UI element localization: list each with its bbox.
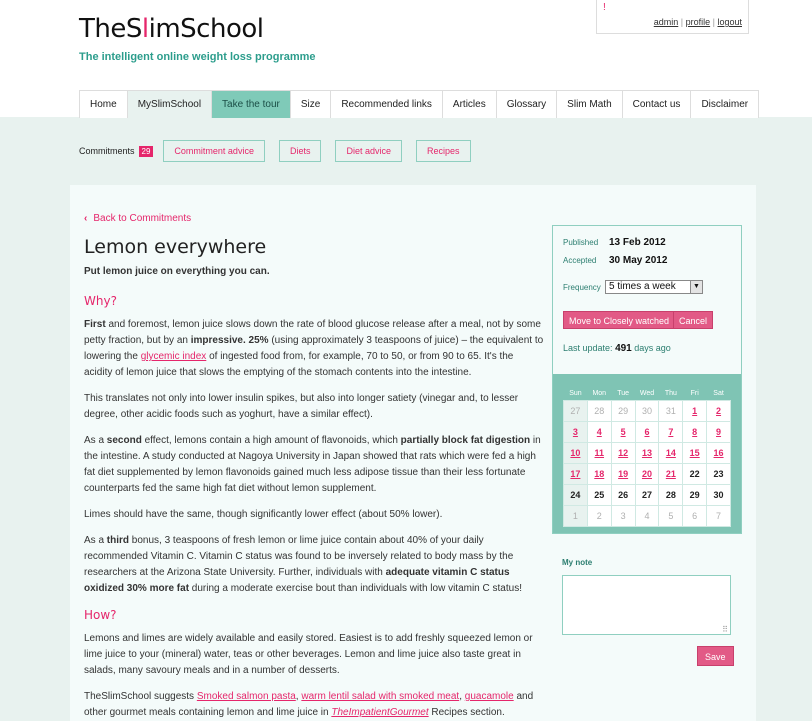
profile-link[interactable]: profile <box>685 17 711 27</box>
calendar-day[interactable]: 12 <box>611 442 635 463</box>
why-heading: Why? <box>84 294 117 308</box>
published-row: Published 13 Feb 2012 <box>563 237 666 248</box>
resize-grip-icon[interactable]: ⠿ <box>722 625 728 634</box>
paragraph-3: As a second effect, lemons contain a high amount of flavonoids, which partially block fat digestion in the intestine. A study conducted at Nagoya University in Japan showed that rats which were fed a high fat diet supplemented by lemon flavonoids gained much less adipose tissue than their less fortunate counterparts fed the same high fat diet without lemon supplement. <box>84 435 541 494</box>
calendar-day[interactable]: 17 <box>564 463 588 484</box>
calendar-day[interactable]: 3 <box>564 421 588 442</box>
how-heading: How? <box>84 608 117 622</box>
calendar-day: 29 <box>683 484 707 505</box>
calendar-day: 6 <box>683 505 707 526</box>
calendar-day: 30 <box>707 484 731 505</box>
main-nav <box>79 90 759 118</box>
glycemic-index-link[interactable]: glycemic index <box>140 351 207 362</box>
save-button[interactable]: Save <box>697 646 734 666</box>
calendar-day[interactable]: 20 <box>635 463 659 484</box>
site-logo[interactable]: TheSlimSchool <box>79 14 264 44</box>
recipes-button[interactable]: Recipes <box>416 140 471 162</box>
paragraph-5: As a third bonus, 3 teaspoons of fresh lemon or lime juice contain about 40% of your daily recommended Vitamin C. Vitamin C status was found to be inversely related to body mass by the researchers at the Arizona State University. Further, individuals with adequate vitamin C status oxidized 30% more fat during a moderate exercise bout than individuals with low vitamin C status! <box>84 535 522 594</box>
commitment-advice-button[interactable]: Commitment advice <box>163 140 265 162</box>
last-update: Last update: 491 days ago <box>563 343 671 354</box>
calendar-grid <box>563 388 731 527</box>
frequency-label: Frequency <box>563 283 601 292</box>
nav-recommended-links[interactable]: Recommended links <box>331 90 443 118</box>
calendar-day[interactable]: 16 <box>707 442 731 463</box>
note-textarea[interactable] <box>562 575 731 635</box>
calendar-day[interactable]: 13 <box>635 442 659 463</box>
accepted-row: Accepted 30 May 2012 <box>563 255 668 266</box>
calendar-day[interactable]: 1 <box>683 400 707 421</box>
calendar-week <box>564 505 731 526</box>
calendar-day: 1 <box>564 505 588 526</box>
calendar-day: 29 <box>611 400 635 421</box>
calendar-day: 27 <box>564 400 588 421</box>
calendar-weekday: Thu <box>659 388 683 400</box>
calendar-day: 24 <box>564 484 588 505</box>
calendar-day[interactable]: 2 <box>707 400 731 421</box>
calendar-day: 31 <box>659 400 683 421</box>
calendar-day: 3 <box>611 505 635 526</box>
calendar-weekday: Fri <box>683 388 707 400</box>
calendar-day: 22 <box>683 463 707 484</box>
chevron-down-icon: ▼ <box>690 281 702 293</box>
nav-home[interactable]: Home <box>80 90 128 118</box>
note-label: My note <box>562 558 593 567</box>
back-link-label: Back to Commitments <box>93 213 192 224</box>
calendar-weekday: Wed <box>635 388 659 400</box>
calendar-day[interactable]: 9 <box>707 421 731 442</box>
calendar-day[interactable]: 11 <box>587 442 611 463</box>
chevron-left-icon: ‹ <box>84 213 88 224</box>
user-links: admin | profile | logout <box>653 17 742 27</box>
commitments-count-badge: 29 <box>139 146 154 157</box>
calendar-day[interactable]: 21 <box>659 463 683 484</box>
smoked-salmon-pasta-link[interactable]: Smoked salmon pasta <box>196 691 296 702</box>
nav-articles[interactable]: Articles <box>443 90 497 118</box>
cancel-button[interactable]: Cancel <box>673 311 713 329</box>
nav-glossary[interactable]: Glossary <box>497 90 557 118</box>
note-panel <box>552 545 742 675</box>
admin-link[interactable]: admin <box>653 17 679 27</box>
page-title: Lemon everywhere <box>84 236 267 258</box>
calendar-day[interactable]: 8 <box>683 421 707 442</box>
nav-myslimschool[interactable]: MySlimSchool <box>128 90 212 118</box>
user-box <box>596 0 749 34</box>
calendar-day: 26 <box>611 484 635 505</box>
calendar-day[interactable]: 19 <box>611 463 635 484</box>
page-subtitle: Put lemon juice on everything you can. <box>84 266 270 277</box>
impatient-gourmet-link[interactable]: TheImpatientGourmet <box>331 707 429 718</box>
calendar-day[interactable]: 10 <box>564 442 588 463</box>
nav-contact-us[interactable]: Contact us <box>623 90 692 118</box>
calendar-week <box>564 463 731 484</box>
calendar-day: 28 <box>659 484 683 505</box>
paragraph-7: TheSlimSchool suggests Smoked salmon pasta, warm lentil salad with smoked meat, guacamole and other gourmet meals containing lemon and lime juice in TheImpatientGourmet Recipes section. <box>84 691 534 718</box>
calendar-week <box>564 442 731 463</box>
calendar-week <box>564 400 731 421</box>
calendar-day[interactable]: 15 <box>683 442 707 463</box>
nav-size[interactable]: Size <box>291 90 331 118</box>
calendar-weekday: Tue <box>611 388 635 400</box>
sub-nav <box>79 140 485 162</box>
calendar-weekday: Sat <box>707 388 731 400</box>
commitment-sidebar <box>552 225 742 534</box>
paragraph-2: This translates not only into lower insulin spikes, but also into longer satiety (vinegar and, to lesser degree, other acidic foods such as yoghurt, have a similar effect). <box>84 393 519 420</box>
calendar-week <box>564 421 731 442</box>
alert-indicator: ! <box>603 2 606 13</box>
article-body <box>84 293 544 721</box>
calendar-day[interactable]: 4 <box>587 421 611 442</box>
calendar-day[interactable]: 5 <box>611 421 635 442</box>
calendar-day: 25 <box>587 484 611 505</box>
site-tagline: The intelligent online weight loss programme <box>79 51 316 63</box>
paragraph-1: First and foremost, lemon juice slows down the rate of blood glucose release after a meal, not by some petty fraction, but by an impressive. 25% (using approximately 3 teaspoons of juice) – the equivalent to lowering the glycemic index of ingested food from, for example, 70 to 50, or from 90 to 65. It's the acidity of lemon juice that slows the emptying of the stomach contents into the intestine. <box>84 319 544 378</box>
paragraph-4: Limes should have the same, though significantly lower effect (about 50% lower). <box>84 509 443 520</box>
warm-lentil-salad-link[interactable]: warm lentil salad with smoked meat <box>301 691 460 702</box>
guacamole-link[interactable]: guacamole <box>464 691 514 702</box>
diet-advice-button[interactable]: Diet advice <box>335 140 402 162</box>
diets-button[interactable]: Diets <box>279 140 322 162</box>
content-card <box>70 185 756 721</box>
calendar-day: 23 <box>707 463 731 484</box>
calendar-weekday: Sun <box>564 388 588 400</box>
calendar-day[interactable]: 18 <box>587 463 611 484</box>
calendar-day: 28 <box>587 400 611 421</box>
calendar-day: 27 <box>635 484 659 505</box>
calendar-day: 7 <box>707 505 731 526</box>
nav-disclaimer[interactable]: Disclaimer <box>691 90 759 118</box>
paragraph-6: Lemons and limes are widely available and easily stored. Easiest is to add freshly squeezed lemon or lime juice to your (mineral) water, teas or other beverages. Lemon and lime juice also taste great in salads, many savoury meals and in a number of desserts. <box>84 633 533 676</box>
calendar-day[interactable]: 6 <box>635 421 659 442</box>
calendar-day: 2 <box>587 505 611 526</box>
back-to-commitments-link[interactable] <box>84 213 191 224</box>
nav-slim-math[interactable]: Slim Math <box>557 90 622 118</box>
calendar-weekday: Mon <box>587 388 611 400</box>
frequency-select[interactable]: 5 times a week ▼ <box>605 280 703 294</box>
calendar-day: 5 <box>659 505 683 526</box>
calendar-day: 4 <box>635 505 659 526</box>
calendar-day[interactable]: 14 <box>659 442 683 463</box>
commitments-link[interactable]: Commitments <box>79 146 135 156</box>
calendar-day: 30 <box>635 400 659 421</box>
calendar-week <box>564 484 731 505</box>
move-to-closely-watched-button[interactable]: Move to Closely watched <box>563 311 675 329</box>
nav-take-the-tour[interactable]: Take the tour <box>212 90 291 118</box>
calendar-day[interactable]: 7 <box>659 421 683 442</box>
logout-link[interactable]: logout <box>717 17 742 27</box>
